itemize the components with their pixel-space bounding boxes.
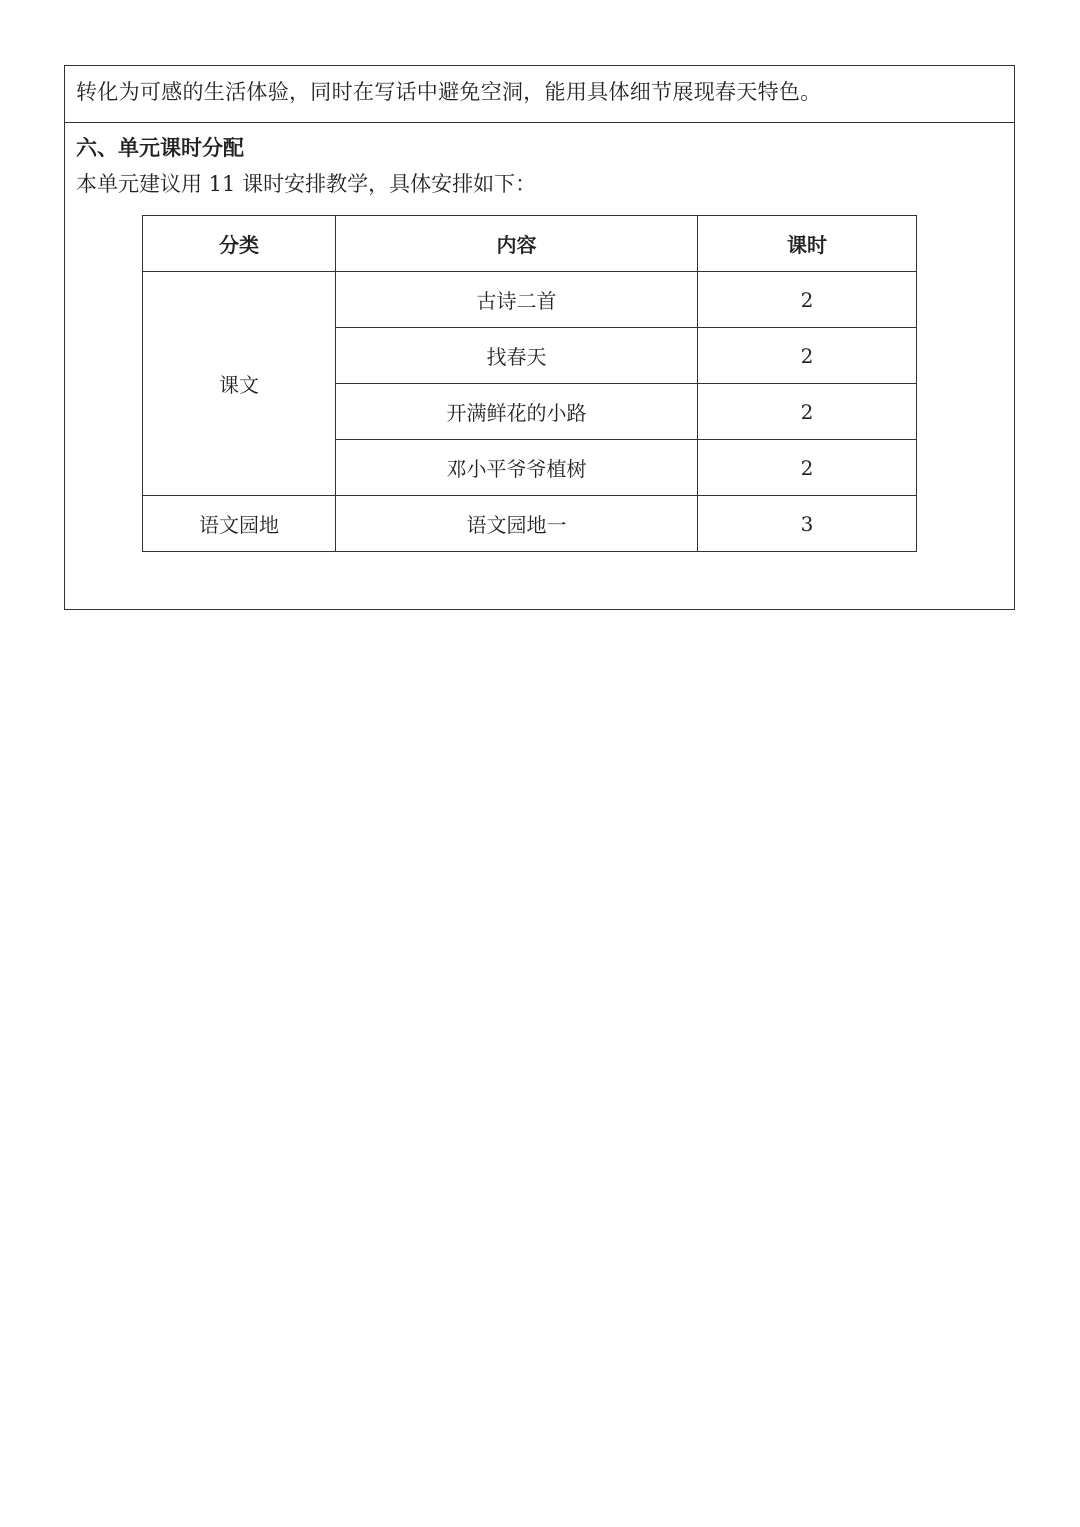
header-content: 内容 (336, 216, 698, 272)
table-header-row (143, 216, 917, 272)
section-heading: 六、单元课时分配 (76, 135, 244, 160)
hours-cell: 2 (698, 384, 917, 440)
hours-cell: 2 (698, 272, 917, 328)
previous-section-row (65, 66, 1014, 123)
content-cell: 开满鲜花的小路 (336, 384, 698, 440)
category-cell: 课文 (143, 272, 336, 496)
header-category: 分类 (143, 216, 336, 272)
content-cell: 邓小平爷爷植树 (336, 440, 698, 496)
content-cell: 古诗二首 (336, 272, 698, 328)
table-row (143, 272, 917, 328)
hours-cell: 3 (698, 496, 917, 552)
category-cell: 语文园地 (143, 496, 336, 552)
table-row (143, 496, 917, 552)
hours-cell: 2 (698, 440, 917, 496)
document-frame (64, 65, 1015, 610)
hours-cell: 2 (698, 328, 917, 384)
section-intro: 本单元建议用 11 课时安排教学，具体安排如下： (76, 172, 537, 196)
continuation-text: 转化为可感的生活体验，同时在写话中避免空洞，能用具体细节展现春天特色。 (76, 80, 822, 104)
lesson-schedule-table (142, 215, 917, 552)
content-cell: 找春天 (336, 328, 698, 384)
header-hours: 课时 (698, 216, 917, 272)
content-cell: 语文园地一 (336, 496, 698, 552)
